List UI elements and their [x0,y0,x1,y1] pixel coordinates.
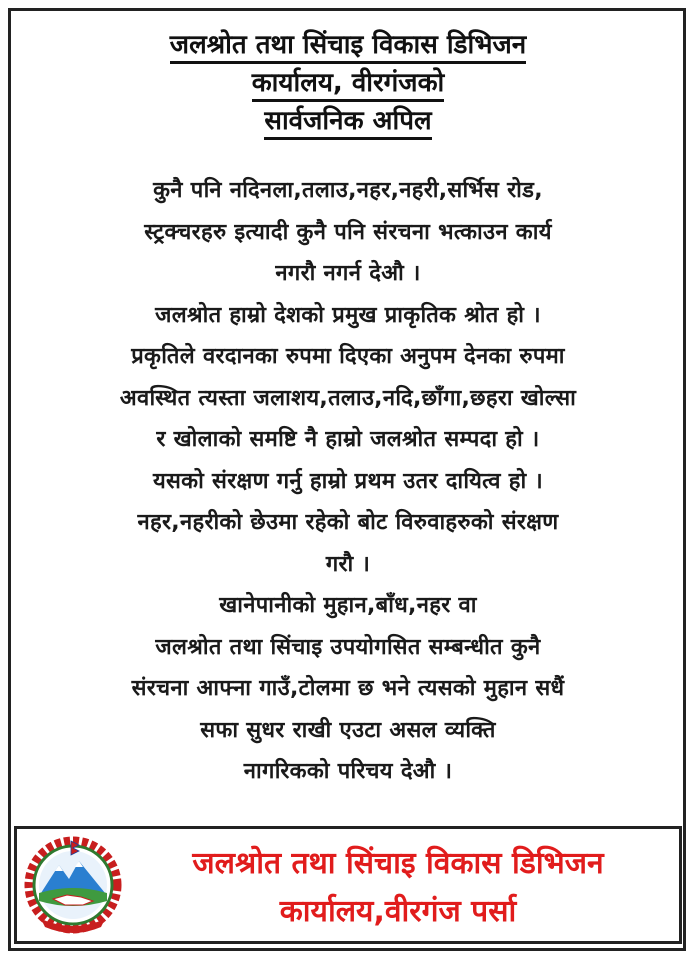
body-line: यसको संरक्षण गर्नु हाम्रो प्रथम उतर दायित्व हो । [152,468,544,494]
body-line: जलश्रोत हाम्रो देशको प्रमुख प्राकृतिक श्रोत हो । [155,302,541,328]
nepal-government-emblem-icon [23,835,123,935]
title-line-2: कार्यालय, वीरगंजको [0,64,696,102]
body-line: प्रकृतिले वरदानका रुपमा दिएका अनुपम देनका रुपमा [131,344,565,369]
body-line: सफा सुधर राखी एउटा असल व्यक्ति [200,717,496,743]
body-line: नागरिकको परिचय देऔ । [243,759,453,784]
footer-banner [14,826,682,944]
body-line: नहर,नहरीको छेउमा रहेको बोट विरुवाहरुको संरक्षण [137,510,559,535]
body-line: गरौ । [325,551,371,577]
notice-body [30,170,666,793]
body-line: संरचना आफ्ना गाउँ,टोलमा छ भने त्यसको मुहान सधैं [131,676,565,701]
footer-office-name: जलश्रोत तथा सिंचाइ विकास डिभिजन [192,846,604,881]
body-line: खानेपानीको मुहान,बाँध,नहर वा [219,593,477,618]
body-line: जलश्रोत तथा सिंचाइ उपयोगसित सम्बन्धीत कुनै [155,634,541,660]
body-line: कुनै पनि नदिनला,तलाउ,नहर,नहरी,सर्भिस रोड, [153,178,543,203]
title-line-3: सार्वजनिक अपिल [0,102,696,140]
body-line: नगरौ नगर्न देऔ । [275,261,421,286]
body-line: स्ट्रक्चरहरु इत्यादी कुनै पनि संरचना भत्काउन कार्य [144,219,552,245]
footer-office-location: कार्यालय,वीरगंज पर्सा [279,894,517,929]
body-line: अवस्थित त्यस्ता जलाशय,तलाउ,नदि,छाँगा,छहरा खोल्सा [119,385,577,411]
notice-title [0,26,696,140]
body-line: र खोलाको समष्टि नै हाम्रो जलश्रोत सम्पदा हो । [156,427,540,452]
title-line-1: जलश्रोत तथा सिंचाइ विकास डिभिजन [0,26,696,64]
